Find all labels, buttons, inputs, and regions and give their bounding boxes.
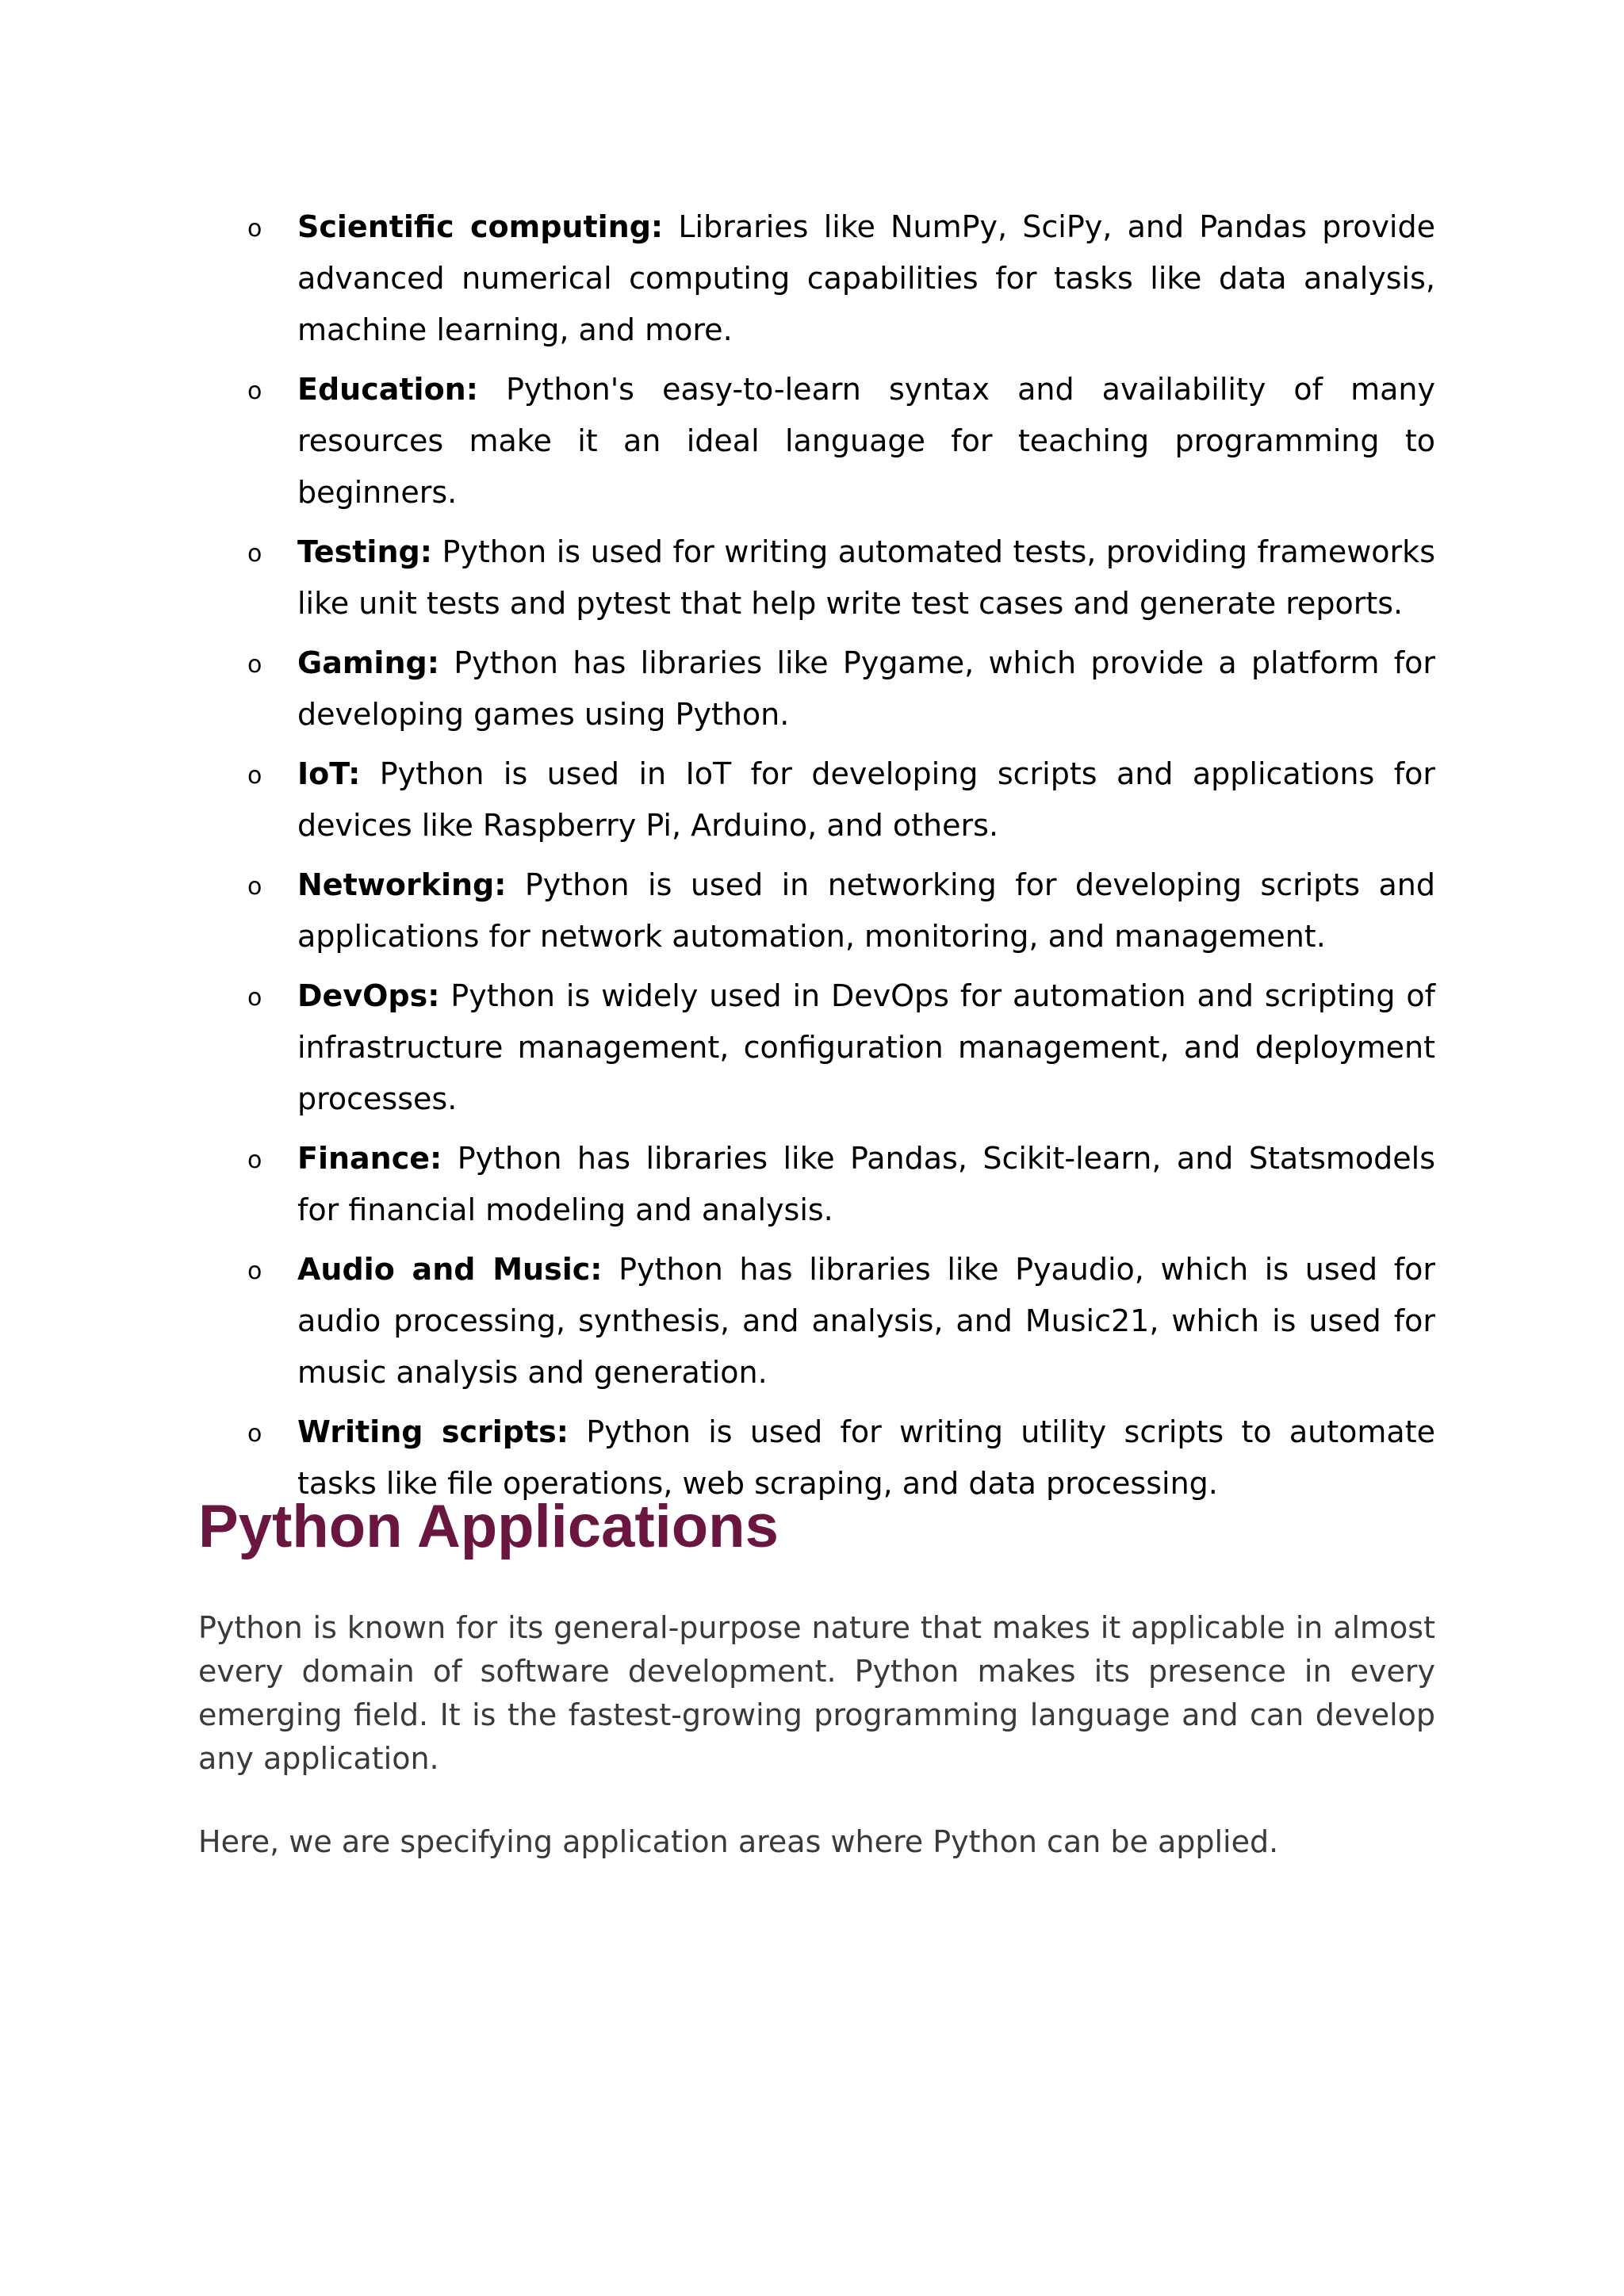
list-item-text: Python is used for writing utility scripts to automate tasks like file operations, web scraping, and data processing. (297, 1414, 1435, 1501)
list-bullet: o (247, 377, 262, 405)
list-item-text: Python has libraries like Pygame, which provide a platform for developing games using Python. (297, 645, 1435, 732)
list-item-label: Finance: (297, 1141, 442, 1176)
list-item-label: DevOps: (297, 978, 440, 1013)
list-item-audio-and-music (238, 1244, 1435, 1399)
list-item-education (238, 364, 1435, 519)
list-item-text: Python's easy-to-learn syntax and availability of many resources make it an ideal language for teaching programming to beginners. (297, 372, 1435, 510)
list-item-text: Python is widely used in DevOps for automation and scripting of infrastructure management, configuration management, and deployment processes. (297, 978, 1435, 1116)
list-item-networking (238, 859, 1435, 962)
list-item-text: Python has libraries like Pandas, Scikit-learn, and Statsmodels for financial modeling and analysis. (297, 1141, 1435, 1227)
list-bullet: o (247, 651, 262, 679)
list-bullet: o (247, 1420, 262, 1448)
intro-paragraph: Python is known for its general-purpose nature that makes it applicable in almost every domain of software development. Python makes its presence in every emerging field. It is the fastest-growing programming language and can develop any application. (198, 1610, 1435, 1776)
list-item-finance (238, 1133, 1435, 1236)
list-item-label: IoT: (297, 756, 361, 791)
application-areas-paragraph: Here, we are specifying application areas where Python can be applied. (198, 1824, 1279, 1859)
list-item-devops (238, 970, 1435, 1125)
list-item-iot (238, 748, 1435, 851)
list-item-label: Testing: (297, 534, 432, 569)
section-heading: Python Applications (198, 1493, 779, 1560)
python-uses-list (238, 201, 1435, 1517)
list-item-label: Audio and Music: (297, 1252, 603, 1287)
list-bullet: o (247, 873, 262, 901)
list-bullet: o (247, 984, 262, 1012)
list-item-text: Python is used in IoT for developing scripts and applications for devices like Raspberry Pi, Arduino, and others. (297, 756, 1435, 843)
list-item-label: Writing scripts: (297, 1414, 569, 1449)
list-item-label: Gaming: (297, 645, 439, 680)
list-item-label: Scientific computing: (297, 209, 664, 244)
list-item-text: Python is used for writing automated tests, providing frameworks like unit tests and pytest that help write test cases and generate reports. (297, 534, 1435, 621)
list-item-text: Python is used in networking for developing scripts and applications for network automation, monitoring, and management. (297, 867, 1435, 954)
list-item-text: Python has libraries like Pyaudio, which is used for audio processing, synthesis, and analysis, and Music21, which is used for music analysis and generation. (297, 1252, 1436, 1390)
list-item-scientific-computing (238, 201, 1435, 356)
list-item-label: Networking: (297, 867, 507, 902)
list-bullet: o (247, 1257, 262, 1285)
list-bullet: o (247, 762, 262, 790)
list-bullet: o (247, 1146, 262, 1174)
list-item-label: Education: (297, 372, 478, 407)
list-item-gaming (238, 637, 1435, 740)
list-item-testing (238, 526, 1435, 629)
list-bullet: o (247, 540, 262, 568)
list-item-text: Libraries like NumPy, SciPy, and Pandas provide advanced numerical computing capabilities for tasks like data analysis, machine learning, and more. (297, 209, 1435, 347)
list-bullet: o (247, 215, 262, 243)
